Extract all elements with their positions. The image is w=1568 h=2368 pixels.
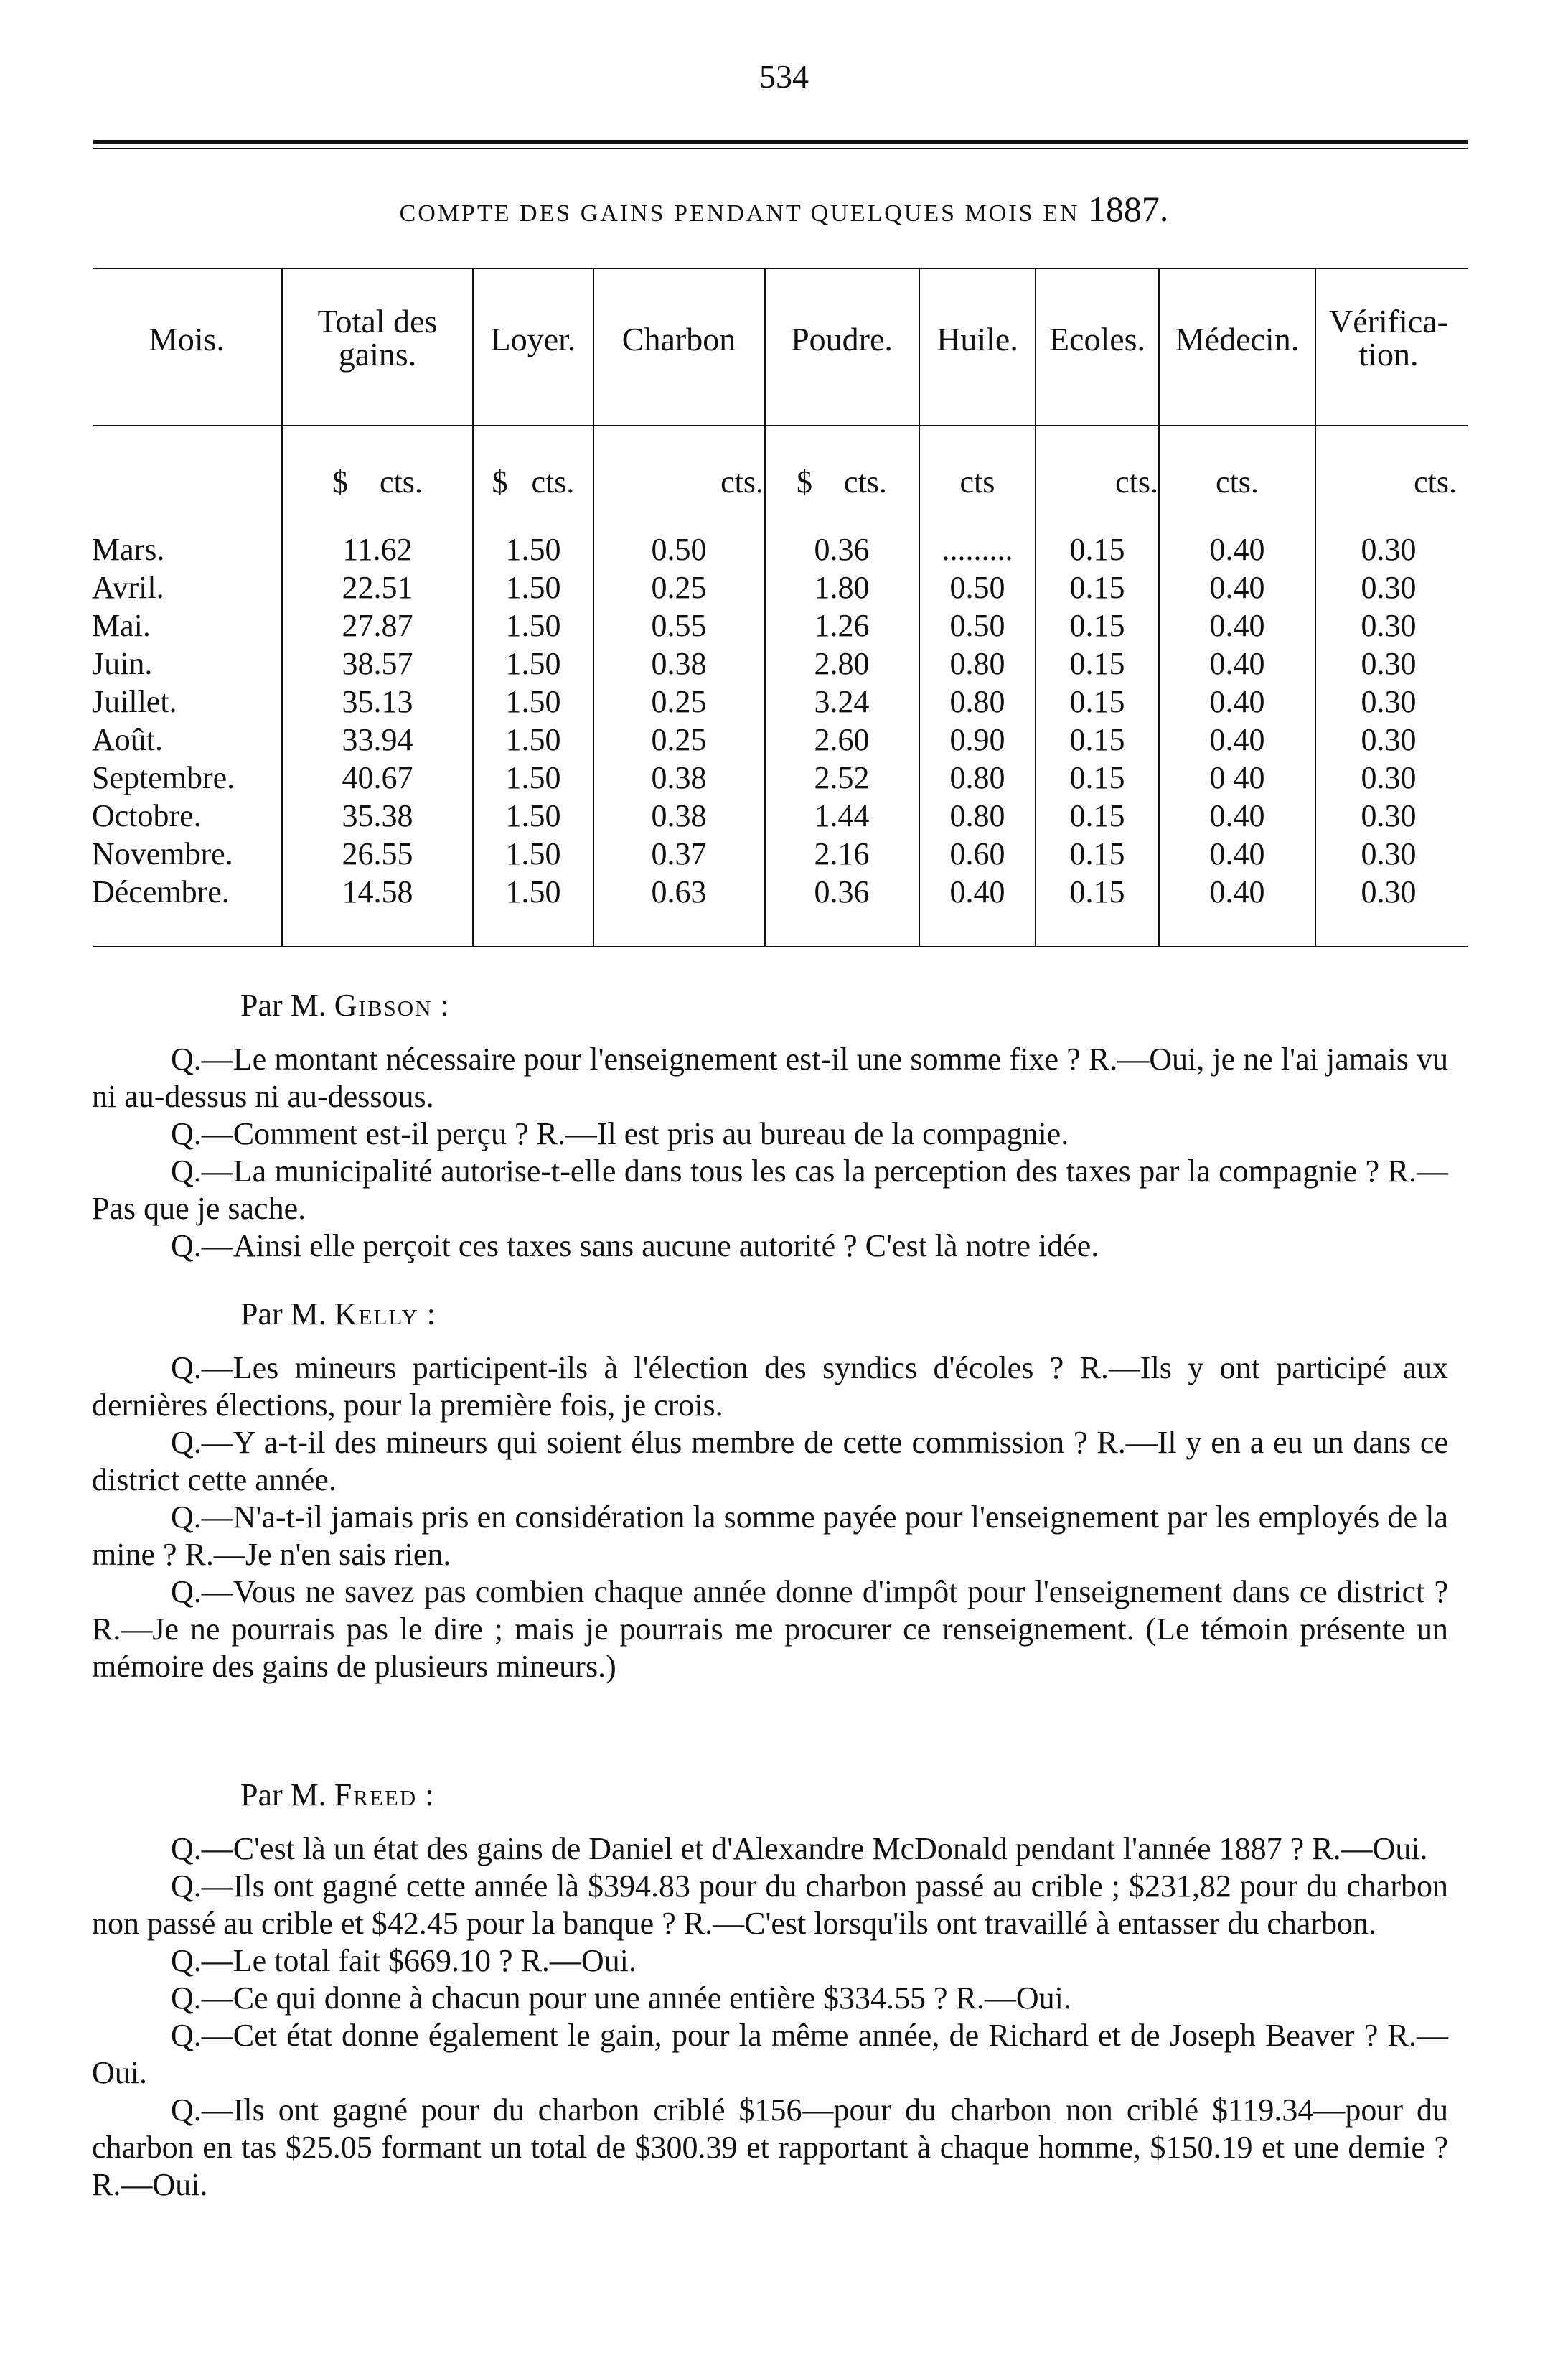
table-cell: 0.30 [1361, 532, 1417, 567]
table-cell: 0.30 [1361, 608, 1417, 643]
row-month: Novembre. [92, 836, 233, 871]
table-cell: 1.50 [505, 684, 561, 719]
table-cell: 0.30 [1361, 760, 1417, 795]
row-month: Août. [92, 722, 163, 757]
table-cell: 0.15 [1069, 874, 1125, 909]
table-cell: 1.50 [505, 722, 561, 757]
table-cell: 0.15 [1069, 684, 1125, 719]
table-cell: 0.40 [1209, 532, 1265, 567]
table-cell: 0.15 [1069, 760, 1125, 795]
unit-loyer: $ cts. [492, 464, 575, 500]
table-cell: 0.15 [1069, 608, 1125, 643]
table-cell: 0.55 [651, 608, 707, 643]
top-rule-thin [93, 148, 1468, 149]
unit-ecoles: cts. [1115, 464, 1158, 500]
table-cell: 0.40 [949, 874, 1005, 909]
table-cell: 0.40 [1209, 684, 1265, 719]
table-cell: 2.16 [814, 836, 870, 871]
table-cell: 0.38 [651, 760, 707, 795]
unit-verification: cts. [1414, 464, 1457, 500]
table-cell: 38.57 [342, 646, 413, 681]
table-cell: 0.90 [949, 722, 1005, 757]
row-month: Mai. [92, 608, 151, 643]
table-cell: 0.80 [949, 798, 1005, 833]
row-month: Avril. [92, 570, 164, 605]
table-cell: 1.50 [505, 646, 561, 681]
table-cell: 1.50 [505, 532, 561, 567]
section-gibson [92, 1041, 1448, 1265]
table-cell: 0.30 [1361, 874, 1417, 909]
unit-total: $ cts. [332, 464, 423, 500]
table-cell: 0.50 [651, 532, 707, 567]
row-month: Juin. [92, 646, 153, 681]
section-kelly [92, 1349, 1448, 1685]
table-cell: 2.52 [814, 760, 870, 795]
paragraph: Q.—Le total fait $669.10 ? R.—Oui. [171, 1943, 637, 1978]
speaker-prefix: Par M. [240, 988, 327, 1023]
table-title-text: COMPTE DES GAINS PENDANT QUELQUES MOIS EN [399, 200, 1080, 227]
table-cell: 0.80 [949, 684, 1005, 719]
table-cell: 0.37 [651, 836, 707, 871]
table-cell: 0.36 [814, 874, 870, 909]
top-rule [93, 140, 1468, 144]
table-cell: 1.50 [505, 570, 561, 605]
header-charbon: Charbon [621, 321, 736, 357]
paragraph: Q.—Ainsi elle perçoit ces taxes sans aucune autorité ? C'est là notre idée. [171, 1228, 1099, 1263]
table-cell: 1.50 [505, 874, 561, 909]
table-cell: 35.13 [342, 684, 413, 719]
row-month: Mars. [92, 532, 165, 567]
table-cell: 1.80 [814, 570, 870, 605]
header-verification: Vérifica-tion. [1329, 303, 1448, 373]
table-cell: 0.38 [651, 798, 707, 833]
table-cell: 0.50 [949, 608, 1005, 643]
table-cell: 0.30 [1361, 684, 1417, 719]
table-cell: 0.25 [651, 570, 707, 605]
speaker-suffix: : [418, 1296, 436, 1332]
header-loyer: Loyer. [490, 321, 576, 357]
table-cell: 0.40 [1209, 798, 1265, 833]
table-cell: 0.25 [651, 684, 707, 719]
column-separator [1315, 268, 1316, 946]
speaker-kelly [240, 1296, 436, 1332]
table-cell: 1.44 [814, 798, 870, 833]
table-cell: 33.94 [342, 722, 413, 757]
paragraph: Q.—Cet état donne également le gain, pour la même année, de Richard et de Joseph Beaver ? R.—Oui. [92, 2018, 1448, 2090]
column-separator [281, 268, 283, 946]
unit-poudre: $ cts. [797, 464, 887, 500]
paragraph: Q.—N'a-t-il jamais pris en considération la somme payée pour l'enseignement par les employés de la mine ? R.—Je n'en sais rien. [92, 1499, 1448, 1572]
table-cell: 26.55 [342, 836, 413, 871]
unit-huile: cts [959, 464, 995, 500]
table-cell: 0 40 [1209, 760, 1265, 795]
table-cell: 0.80 [949, 646, 1005, 681]
table-cell: 0.15 [1069, 570, 1125, 605]
table-cell: 0.80 [949, 760, 1005, 795]
table-cell: 0.40 [1209, 608, 1265, 643]
row-month: Juillet. [92, 684, 177, 719]
page-number: 534 [759, 58, 809, 95]
paragraph: Q.—Les mineurs participent-ils à l'élection des syndics d'écoles ? R.—Ils y ont participé aux dernières élections, pour la première fois, je crois. [92, 1350, 1448, 1423]
speaker-name: Kelly [334, 1296, 419, 1332]
speaker-name: Freed [334, 1777, 418, 1812]
table-cell: 0.40 [1209, 722, 1265, 757]
table-cell: 2.80 [814, 646, 870, 681]
paragraph: Q.—Vous ne savez pas combien chaque année donne d'impôt pour l'enseignement dans ce district ? R.—Je ne pourrais pas le dire ; mais je pourrais me procurer ce renseignement. (Le témoin présente un mémoire des gains de plusieurs mineurs.) [92, 1574, 1448, 1684]
paragraph: Q.—Ce qui donne à chacun pour une année entière $334.55 ? R.—Oui. [171, 1980, 1071, 2016]
table-cell: 2.60 [814, 722, 870, 757]
table-title-year: 1887. [1087, 189, 1169, 229]
table-header-rule [93, 425, 1468, 426]
header-medecin: Médecin. [1175, 321, 1300, 357]
speaker-suffix: : [432, 988, 449, 1023]
speaker-name: Gibson [334, 988, 433, 1023]
table-cell: 1.50 [505, 608, 561, 643]
table-cell: ......... [942, 532, 1013, 567]
table-cell: 11.62 [342, 532, 413, 567]
table-cell: 40.67 [342, 760, 413, 795]
row-month: Septembre. [92, 760, 235, 795]
table-cell: 0.15 [1069, 722, 1125, 757]
table-cell: 3.24 [814, 684, 870, 719]
table-cell: 0.30 [1361, 836, 1417, 871]
row-month: Décembre. [92, 874, 230, 909]
header-total: Total des gains. [317, 303, 438, 373]
table-cell: 0.60 [949, 836, 1005, 871]
table-cell: 14.58 [342, 874, 413, 909]
speaker-prefix: Par M. [240, 1296, 327, 1332]
header-mois: Mois. [148, 321, 225, 357]
table-cell: 0.40 [1209, 570, 1265, 605]
paragraph: Q.—Ils ont gagné cette année là $394.83 pour du charbon passé au crible ; $231,82 pour du charbon non passé au crible et $42.45 pour la banque ? R.—C'est lorsqu'ils ont travaillé à entasser du charbon. [92, 1868, 1448, 1941]
header-ecoles: Ecoles. [1048, 321, 1146, 357]
table-cell: 0.30 [1361, 722, 1417, 757]
table-cell: 0.36 [814, 532, 870, 567]
table-cell: 0.15 [1069, 646, 1125, 681]
table-cell: 0.40 [1209, 646, 1265, 681]
table-cell: 0.38 [651, 646, 707, 681]
table-title [0, 188, 1568, 230]
table-bottom-rule [93, 946, 1468, 947]
speaker-gibson [240, 987, 449, 1024]
table-cell: 22.51 [342, 570, 413, 605]
table-cell: 0.15 [1069, 532, 1125, 567]
table-cell: 0.15 [1069, 836, 1125, 871]
table-cell: 1.50 [505, 836, 561, 871]
speaker-freed [240, 1777, 433, 1813]
table-cell: 35.38 [342, 798, 413, 833]
paragraph: Q.—Comment est-il perçu ? R.—Il est pris au bureau de la compagnie. [171, 1116, 1069, 1151]
paragraph: Q.—La municipalité autorise-t-elle dans tous les cas la perception des taxes par la compagnie ? R.—Pas que je sache. [92, 1153, 1448, 1226]
table-cell: 0.40 [1209, 874, 1265, 909]
header-poudre: Poudre. [791, 321, 893, 357]
table-cell: 0.25 [651, 722, 707, 757]
speaker-prefix: Par M. [240, 1777, 327, 1812]
section-freed [92, 1830, 1448, 2204]
unit-charbon: cts. [720, 464, 764, 500]
table-top-rule [93, 268, 1468, 269]
table-cell: 0.50 [949, 570, 1005, 605]
table-cell: 0.63 [651, 874, 707, 909]
paragraph: Q.—Le montant nécessaire pour l'enseignement est-il une somme fixe ? R.—Oui, je ne l'ai jamais vu ni au-dessus ni au-dessous. [92, 1042, 1448, 1114]
paragraph: Q.—Ils ont gagné pour du charbon criblé $156—pour du charbon non criblé $119.34—pour du charbon en tas $25.05 formant un total de $300.39 et rapportant à chaque homme, $150.19 et une demie ? R.—Oui. [92, 2092, 1448, 2202]
table-cell: 1.50 [505, 760, 561, 795]
table-cell: 0.30 [1361, 646, 1417, 681]
table-cell: 0.15 [1069, 798, 1125, 833]
table-cell: 0.40 [1209, 836, 1265, 871]
speaker-suffix: : [417, 1777, 434, 1812]
header-huile: Huile. [936, 321, 1018, 357]
paragraph: Q.—Y a-t-il des mineurs qui soient élus membre de cette commission ? R.—Il y en a eu un dans ce district cette année. [92, 1425, 1448, 1497]
table-cell: 0.30 [1361, 570, 1417, 605]
table-cell: 27.87 [342, 608, 413, 643]
table-cell: 0.30 [1361, 798, 1417, 833]
row-month: Octobre. [92, 798, 202, 833]
paragraph: Q.—C'est là un état des gains de Daniel et d'Alexandre McDonald pendant l'année 1887 ? R.—Oui. [171, 1831, 1428, 1866]
table-cell: 1.26 [814, 608, 870, 643]
unit-medecin: cts. [1216, 464, 1259, 500]
table-cell: 1.50 [505, 798, 561, 833]
